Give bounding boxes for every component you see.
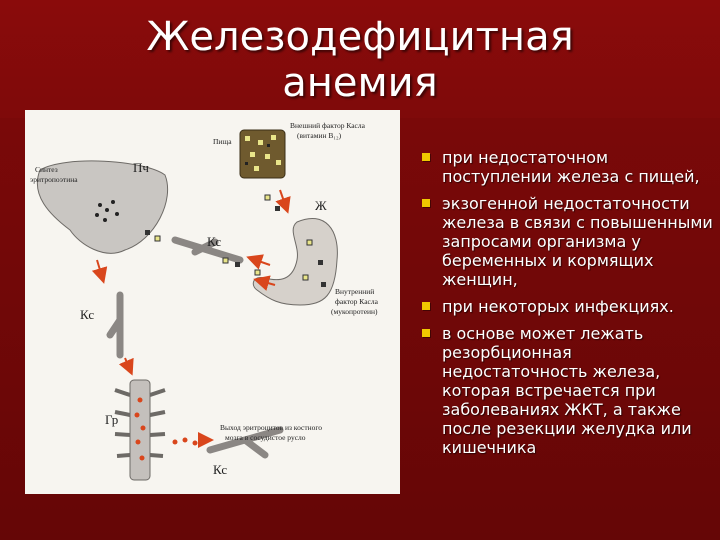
title-line-1: Железодефицитная [146, 14, 574, 60]
bullet-item [418, 297, 716, 316]
bullet-list [418, 148, 716, 465]
label-intrinsic-factor-2: фактор Касла [335, 297, 378, 306]
bullet-square-icon [422, 302, 430, 310]
label-vessel-left: Кс [80, 307, 95, 322]
stomach [253, 218, 337, 305]
label-liver: Пч [133, 160, 149, 175]
bullet-square-icon [422, 153, 430, 161]
bullet-item [418, 324, 716, 457]
label-external-factor-2: (витамин B₁₂) [297, 131, 342, 140]
food-block [240, 130, 285, 178]
bullet-text: экзогенной недостаточности железа в связи с повышенными запросами организма у беременных и кормящих женщин, [442, 194, 713, 289]
iron-metabolism-diagram [25, 110, 400, 494]
bullet-text: при некоторых инфекциях. [442, 297, 674, 316]
bullet-text: в основе может лежать резорбционная недостаточность железа, которая встречается при заболеваниях ЖКТ, а также после резекции желудка или кишечника [442, 324, 692, 457]
bullet-square-icon [422, 199, 430, 207]
bullet-item [418, 194, 716, 289]
label-erythropoietin-2: эритропоэтина [30, 175, 78, 184]
bullet-item [418, 148, 716, 186]
iron-particles [145, 195, 280, 446]
bullet-square-icon [422, 329, 430, 337]
label-vessel-top: Кс [207, 234, 222, 249]
bone-marrow [115, 380, 165, 480]
label-bone: Гр [105, 412, 119, 427]
label-erythropoietin-1: Синтез [35, 165, 58, 174]
label-food: Пища [213, 137, 232, 146]
label-vessel-bottom: Кс [213, 462, 228, 477]
label-intrinsic-factor-3: (мукопротеин) [331, 307, 378, 316]
label-intrinsic-factor-1: Внутренний [335, 287, 375, 296]
label-output-2: мозга в сосудистое русло [225, 433, 306, 442]
label-stomach: Ж [315, 198, 327, 213]
label-output-1: Выход эритроцитов из костного [220, 423, 323, 432]
slide-title [0, 14, 720, 106]
bullet-text: при недостаточном поступлении железа с пищей, [442, 148, 700, 186]
title-line-2: анемия [282, 60, 438, 106]
label-external-factor-1: Внешний фактор Касла [290, 121, 365, 130]
